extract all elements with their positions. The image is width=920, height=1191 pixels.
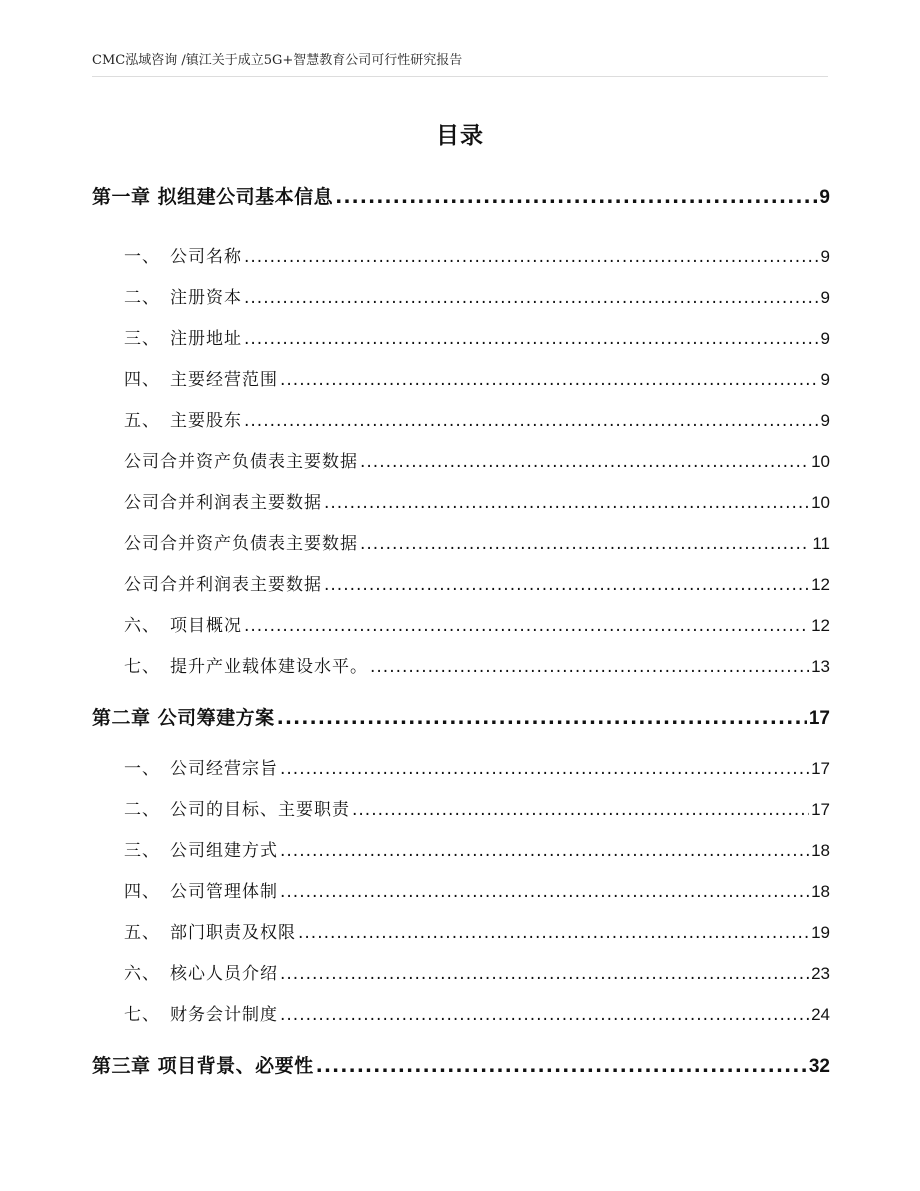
toc-entry-label: 公司组建方式 (170, 841, 278, 861)
dot-leader (277, 703, 807, 733)
toc-section-number: 一、 (124, 247, 160, 267)
dot-leader (244, 326, 819, 352)
toc-section[interactable] (124, 490, 830, 516)
dot-leader (370, 654, 809, 680)
toc-section-number: 五、 (124, 411, 160, 431)
toc-page-number: 9 (820, 247, 830, 266)
toc-section[interactable] (124, 531, 830, 557)
dot-leader (280, 367, 819, 393)
toc-page-number: 13 (811, 657, 830, 676)
dot-leader (244, 244, 819, 270)
toc-page-number: 19 (811, 923, 830, 942)
toc-section[interactable] (124, 285, 830, 311)
toc-section[interactable] (124, 654, 830, 680)
toc-section[interactable] (124, 449, 830, 475)
toc-section-number: 五、 (124, 923, 160, 943)
toc-page-number: 9 (819, 187, 830, 208)
toc-entry-label: 公司名称 (170, 247, 242, 267)
toc-page-number: 11 (812, 534, 830, 553)
toc-section[interactable] (124, 797, 830, 823)
toc-section-number: 七、 (124, 657, 160, 677)
toc-section[interactable] (124, 572, 830, 598)
toc-entry-label: 主要股东 (170, 411, 242, 431)
toc-section-number: 六、 (124, 964, 160, 984)
toc-entry-label: 公司经营宗旨 (170, 759, 278, 779)
toc-entry-label: 注册地址 (170, 329, 242, 349)
toc-section-number: 四、 (124, 882, 160, 902)
toc-entry-label: 公司合并利润表主要数据 (124, 493, 322, 513)
toc-page-number: 17 (808, 708, 830, 729)
toc-entry-label: 公司合并资产负债表主要数据 (124, 534, 358, 554)
toc-page-number: 24 (811, 1005, 830, 1024)
toc-section[interactable] (124, 326, 830, 352)
dot-leader (280, 838, 809, 864)
toc-chapter-2[interactable] (92, 703, 830, 733)
toc-section[interactable] (124, 920, 830, 946)
page-header: CMC泓域咨询 /镇江关于成立5G+智慧教育公司可行性研究报告 (92, 53, 463, 68)
toc-section-number: 一、 (124, 759, 160, 779)
dot-leader (352, 797, 809, 823)
toc-page-number: 17 (811, 759, 830, 778)
toc-section[interactable] (124, 613, 830, 639)
toc-entry-label: 部门职责及权限 (170, 923, 296, 943)
toc-page-number: 23 (811, 964, 830, 983)
dot-leader (244, 613, 809, 639)
dot-leader (316, 1051, 807, 1081)
toc-section[interactable] (124, 367, 830, 393)
toc-entry-label: 公司合并利润表主要数据 (124, 575, 322, 595)
toc-section-number: 六、 (124, 616, 160, 636)
toc-entry-label: 公司管理体制 (170, 882, 278, 902)
toc-entry-label: 财务会计制度 (170, 1005, 278, 1025)
dot-leader (244, 408, 819, 434)
toc-page-number: 18 (811, 882, 830, 901)
toc-entry-label: 第三章 项目背景、必要性 (92, 1055, 314, 1077)
toc-page-number: 9 (820, 288, 830, 307)
toc-section-number: 二、 (124, 288, 160, 308)
toc-page-number: 32 (808, 1056, 830, 1077)
toc-entry-label: 提升产业载体建设水平。 (170, 657, 368, 677)
toc-entry-label: 公司的目标、主要职责 (170, 800, 350, 820)
toc-section[interactable] (124, 879, 830, 905)
toc-section[interactable] (124, 961, 830, 987)
toc-page-number: 18 (811, 841, 830, 860)
toc-entry-label: 核心人员介绍 (170, 964, 278, 984)
dot-leader (298, 920, 809, 946)
toc-entry-label: 第一章 拟组建公司基本信息 (92, 186, 334, 208)
toc-section[interactable] (124, 838, 830, 864)
dot-leader (280, 756, 809, 782)
toc-page-number: 9 (820, 370, 830, 389)
toc-chapter-1[interactable] (92, 182, 830, 212)
header-divider (92, 76, 828, 77)
toc-section[interactable] (124, 244, 830, 270)
dot-leader (280, 1002, 809, 1028)
toc-section[interactable] (124, 1002, 830, 1028)
dot-leader (280, 879, 809, 905)
toc-section[interactable] (124, 756, 830, 782)
toc-entry-label: 公司合并资产负债表主要数据 (124, 452, 358, 472)
dot-leader (324, 490, 809, 516)
toc-page-number: 12 (811, 616, 830, 635)
toc-section[interactable] (124, 408, 830, 434)
toc-entry-label: 项目概况 (170, 616, 242, 636)
toc-page-number: 10 (811, 493, 830, 512)
toc-page-number: 9 (820, 411, 830, 430)
toc-page-number: 12 (811, 575, 830, 594)
toc-page-number: 9 (820, 329, 830, 348)
dot-leader (280, 961, 809, 987)
toc-section-number: 三、 (124, 841, 160, 861)
dot-leader (360, 531, 810, 557)
toc-section-number: 七、 (124, 1005, 160, 1025)
toc-section-number: 二、 (124, 800, 160, 820)
dot-leader (335, 182, 817, 212)
toc-chapter-3[interactable] (92, 1051, 830, 1081)
toc-page-number: 10 (811, 452, 830, 471)
toc-section-number: 三、 (124, 329, 160, 349)
toc-entry-label: 注册资本 (170, 288, 242, 308)
toc-page-number: 17 (811, 800, 830, 819)
dot-leader (360, 449, 809, 475)
toc-entry-label: 主要经营范围 (170, 370, 278, 390)
toc-section-number: 四、 (124, 370, 160, 390)
toc-title: 目录 (436, 123, 484, 149)
dot-leader (324, 572, 809, 598)
toc-entry-label: 第二章 公司筹建方案 (92, 707, 275, 729)
dot-leader (244, 285, 819, 311)
